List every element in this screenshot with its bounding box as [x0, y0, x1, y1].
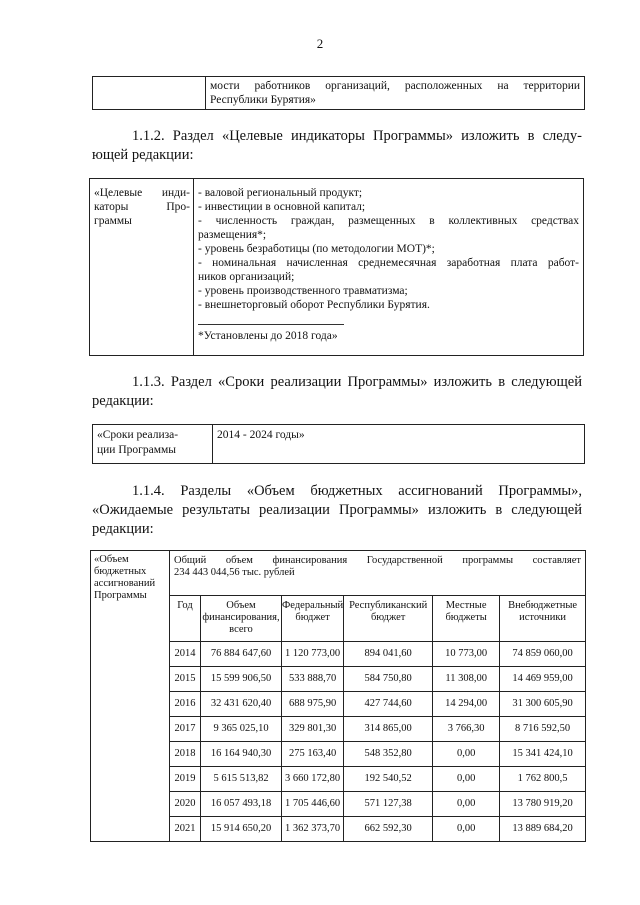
amendment-1-1-2 — [92, 127, 582, 165]
cell-offbudget: 31 300 605,90 — [500, 692, 586, 717]
para2-line1: 1.1.3. Раздел «Сроки реализации Программы» изложить в следующей — [132, 374, 582, 390]
indicator-item: - валовой региональный продукт; — [198, 187, 363, 199]
cell-offbudget: 13 780 919,20 — [500, 792, 586, 817]
cell-local: 0,00 — [433, 817, 500, 842]
cell-local: 3 766,30 — [433, 717, 500, 742]
footnote-divider — [198, 324, 344, 325]
indicator-item: - номинальная начисленная среднемесячная заработная плата работ- — [198, 257, 579, 269]
cell-offbudget: 15 341 424,10 — [500, 742, 586, 767]
para1-line1: 1.1.2. Раздел «Целевые индикаторы Программы» изложить в следу- — [132, 128, 582, 144]
cell-year: 2015 — [170, 667, 201, 692]
cell-total: 16 057 493,18 — [201, 792, 282, 817]
cell-local: 14 294,00 — [433, 692, 500, 717]
cell-year: 2017 — [170, 717, 201, 742]
terms-label-l1: «Сроки реализа- — [97, 429, 179, 441]
cell-local: 11 308,00 — [433, 667, 500, 692]
indicators-label-cell — [90, 179, 194, 356]
budget-label-l2: бюджетных — [94, 566, 147, 577]
cell-year: 2016 — [170, 692, 201, 717]
program-terms-table — [92, 424, 585, 464]
terms-value-cell — [213, 425, 585, 464]
cell-local: 0,00 — [433, 792, 500, 817]
cell-offbudget: 13 889 684,20 — [500, 817, 586, 842]
indicators-footnote: *Установлены до 2018 года» — [198, 330, 338, 342]
cell-total: 5 615 513,82 — [201, 767, 282, 792]
cell-republic: 548 352,80 — [344, 742, 433, 767]
cell-republic: 314 865,00 — [344, 717, 433, 742]
empty-label-cell — [93, 77, 206, 110]
budget-label-cell — [91, 551, 170, 842]
cell-total: 76 884 647,60 — [201, 642, 282, 667]
cell-total: 16 164 940,30 — [201, 742, 282, 767]
cell-federal: 275 163,40 — [282, 742, 344, 767]
terms-label-l2: ции Программы — [97, 444, 176, 456]
indicator-item: - уровень производственного травматизма; — [198, 285, 408, 297]
budget-label-l1: «Объем — [94, 554, 129, 565]
cell-total: 15 599 906,50 — [201, 667, 282, 692]
header-total: Объем финансирования, всего — [201, 596, 282, 642]
continuation-line-2: Республики Бурятия» — [210, 94, 316, 106]
cell-offbudget: 1 762 800,5 — [500, 767, 586, 792]
para3-line3: редакции: — [92, 521, 154, 537]
indicators-list-cell — [194, 179, 584, 356]
header-republic: Республиканский бюджет — [344, 596, 433, 642]
cell-offbudget: 14 469 959,00 — [500, 667, 586, 692]
cell-federal: 1 362 373,70 — [282, 817, 344, 842]
continuation-line-1: мости работников организаций, расположенных на территории — [210, 80, 580, 92]
cell-local: 0,00 — [433, 742, 500, 767]
amendment-1-1-4 — [92, 482, 582, 539]
header-offbudget: Внебюджетные источники — [500, 596, 586, 642]
cell-federal: 688 975,90 — [282, 692, 344, 717]
cell-local: 0,00 — [433, 767, 500, 792]
indicators-label-l1: «Целевые инди- — [94, 187, 190, 199]
cell-republic: 584 750,80 — [344, 667, 433, 692]
budget-label-l4: Программы — [94, 590, 147, 601]
budget-allocations-table — [90, 550, 586, 842]
indicator-item: - инвестиции в основной капитал; — [198, 201, 366, 213]
cell-offbudget: 8 716 592,50 — [500, 717, 586, 742]
cell-federal: 1 120 773,00 — [282, 642, 344, 667]
cell-offbudget: 74 859 060,00 — [500, 642, 586, 667]
continuation-table — [92, 76, 585, 110]
cell-republic: 662 592,30 — [344, 817, 433, 842]
indicator-item: - уровень безработицы (по методологии МОТ)*; — [198, 243, 435, 255]
indicators-label-l3: граммы — [94, 215, 132, 227]
cell-total: 32 431 620,40 — [201, 692, 282, 717]
cell-federal: 1 705 446,60 — [282, 792, 344, 817]
cell-total: 9 365 025,10 — [201, 717, 282, 742]
page-number: 2 — [316, 36, 324, 51]
budget-label-l3: ассигнований — [94, 578, 156, 589]
cell-local: 10 773,00 — [433, 642, 500, 667]
indicator-item: ников организаций; — [198, 271, 295, 283]
cell-federal: 329 801,30 — [282, 717, 344, 742]
para3-line2: «Ожидаемые результаты реализации Программы» изложить в следующей — [92, 502, 582, 518]
para2-line2: редакции: — [92, 393, 154, 409]
cell-year: 2019 — [170, 767, 201, 792]
cell-republic: 427 744,60 — [344, 692, 433, 717]
header-year: Год — [170, 596, 201, 642]
indicators-label-l2: каторы Про- — [94, 201, 190, 213]
continuation-text — [206, 77, 585, 110]
cell-year: 2018 — [170, 742, 201, 767]
cell-republic: 894 041,60 — [344, 642, 433, 667]
amendment-1-1-3 — [92, 373, 582, 411]
target-indicators-table — [89, 178, 584, 356]
indicator-item: размещения*; — [198, 229, 267, 241]
header-federal: Федеральный бюджет — [282, 596, 344, 642]
cell-federal: 533 888,70 — [282, 667, 344, 692]
budget-summary-l2: 234 443 044,56 тыс. рублей — [174, 567, 295, 578]
cell-republic: 571 127,38 — [344, 792, 433, 817]
cell-year: 2021 — [170, 817, 201, 842]
header-local: Местные бюджеты — [433, 596, 500, 642]
cell-year: 2014 — [170, 642, 201, 667]
budget-summary-cell — [170, 551, 586, 596]
terms-label-cell — [93, 425, 213, 464]
indicator-item: - внешнеторговый оборот Республики Бурятия. — [198, 299, 430, 311]
indicator-item: - численность граждан, размещенных в коллективных средствах — [198, 215, 579, 227]
terms-value: 2014 - 2024 годы» — [217, 429, 305, 441]
cell-total: 15 914 650,20 — [201, 817, 282, 842]
cell-republic: 192 540,52 — [344, 767, 433, 792]
para3-line1: 1.1.4. Разделы «Объем бюджетных ассигнований Программы», — [132, 483, 582, 499]
cell-federal: 3 660 172,80 — [282, 767, 344, 792]
cell-year: 2020 — [170, 792, 201, 817]
para1-line2: ющей редакции: — [92, 147, 194, 163]
budget-summary-l1: Общий объем финансирования Государственной программы составляет — [174, 555, 581, 566]
